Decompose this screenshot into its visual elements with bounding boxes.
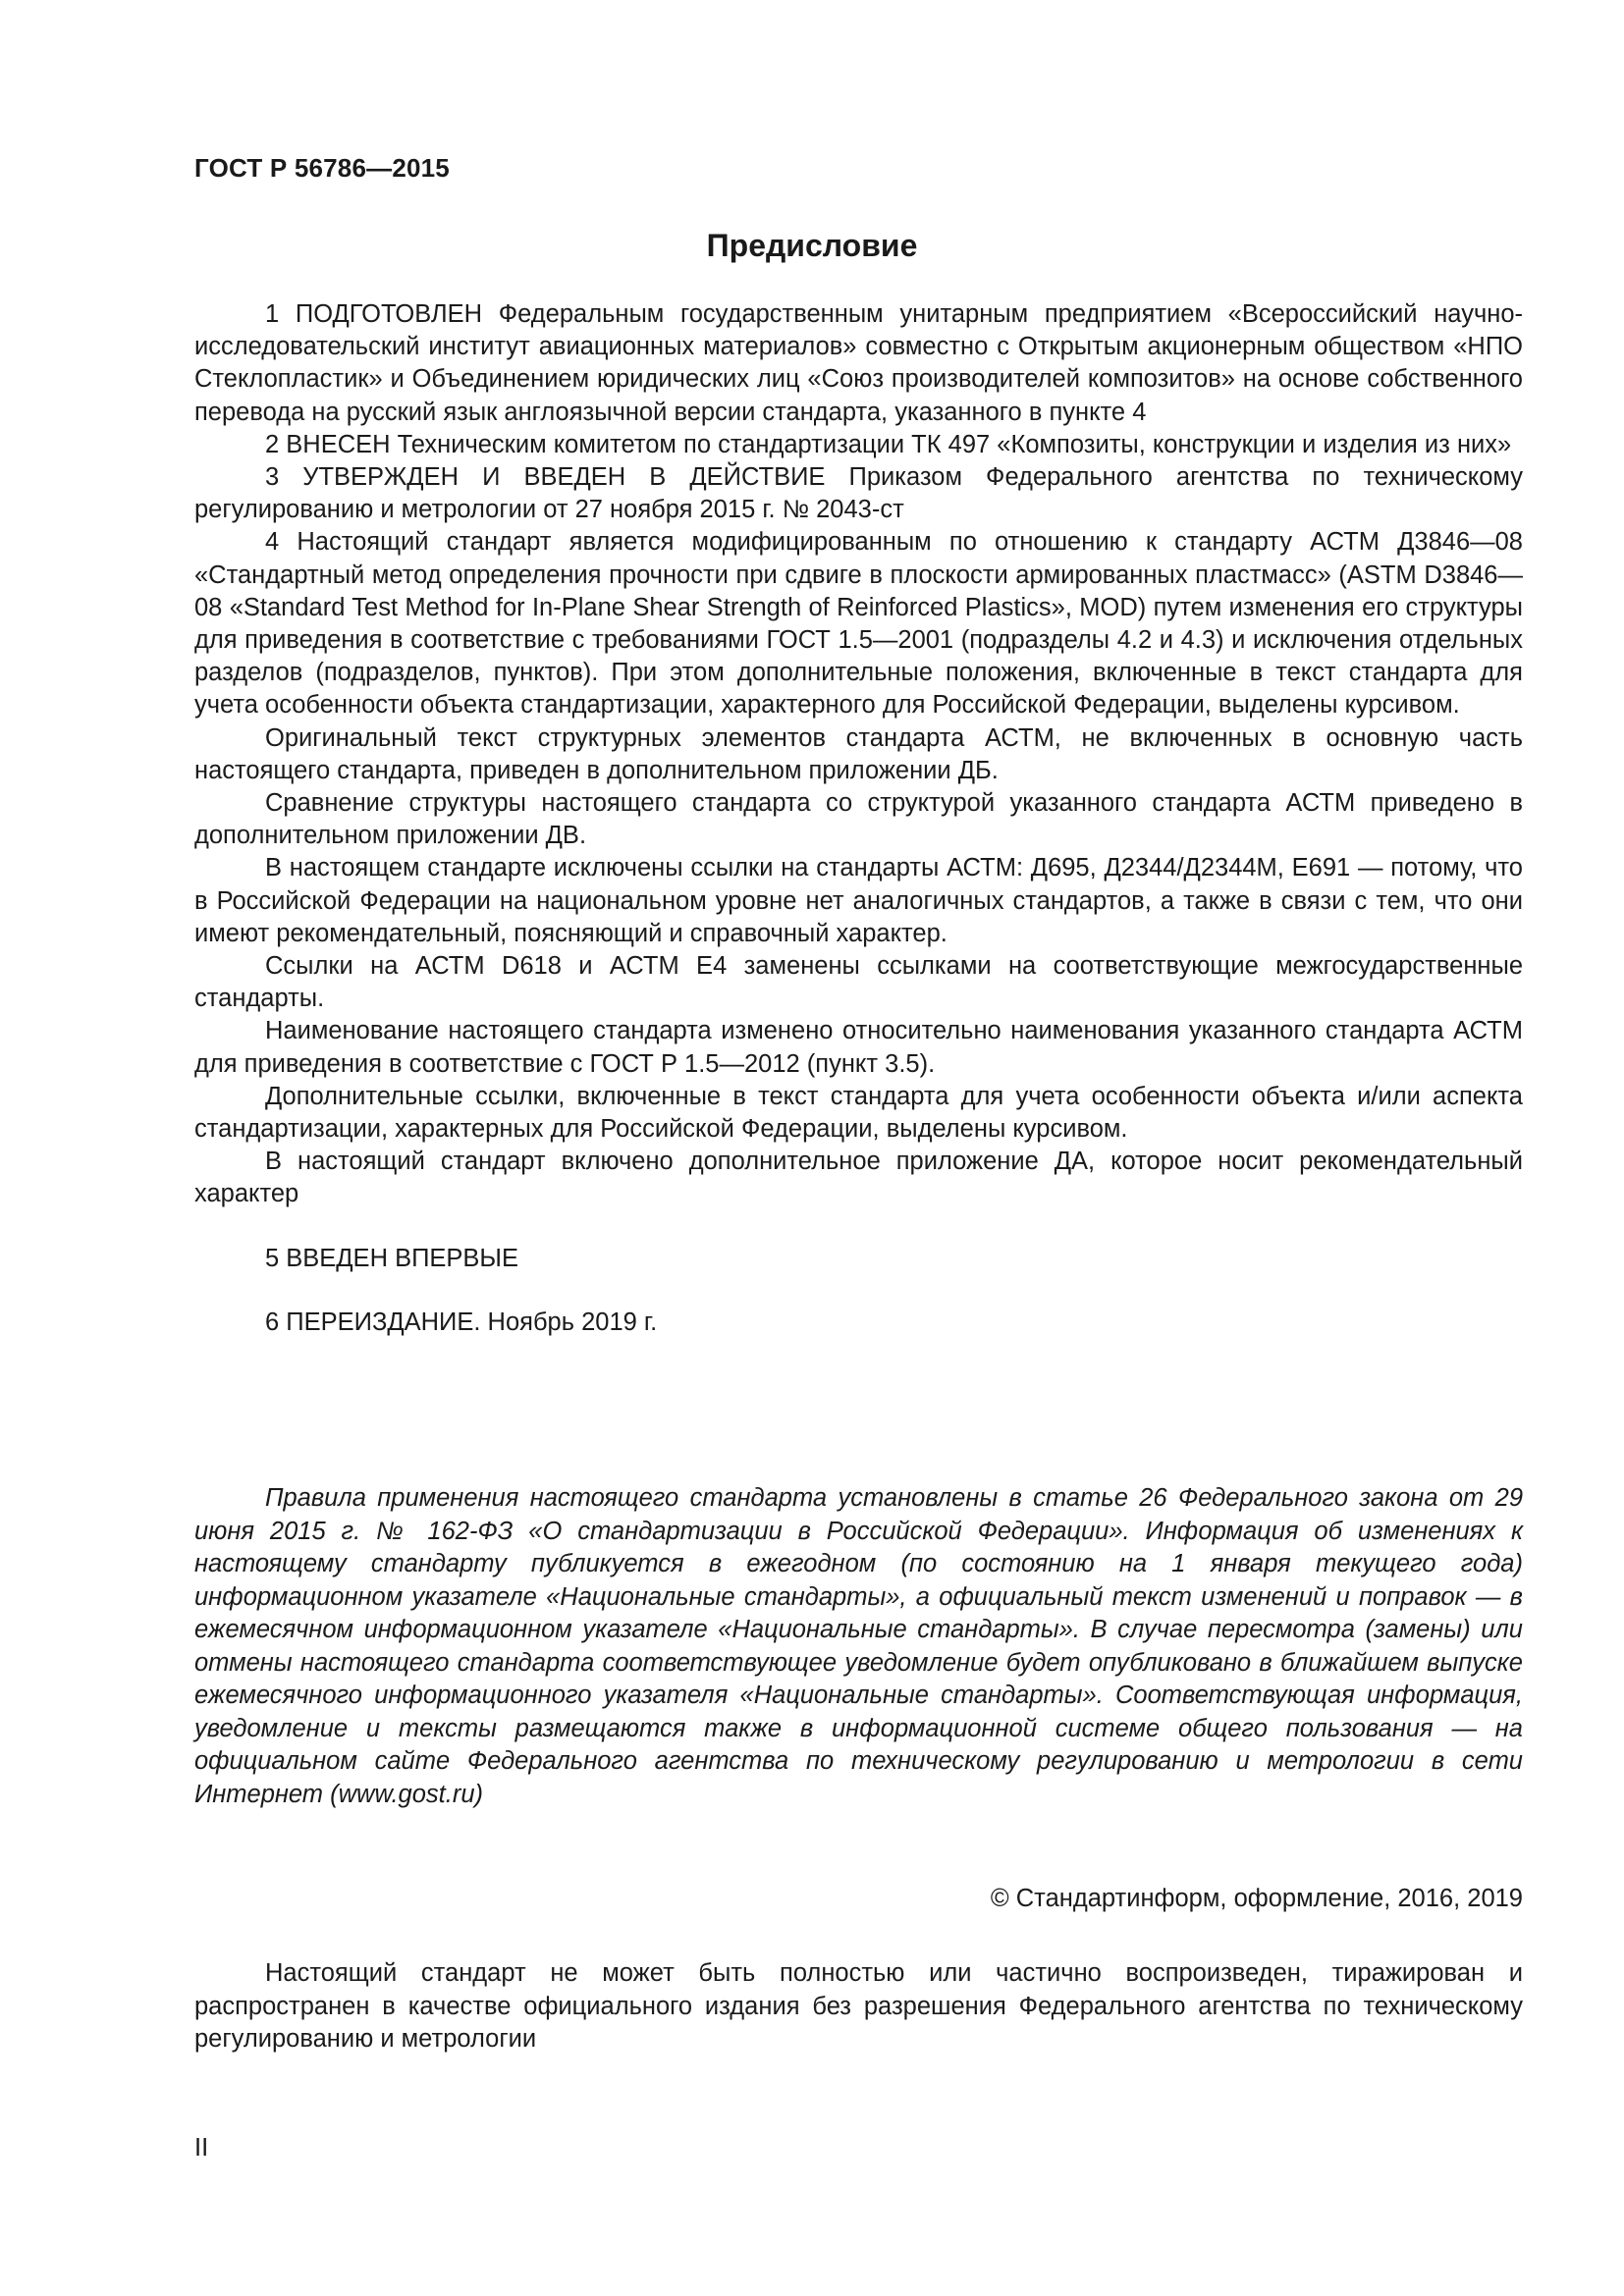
page-number: II bbox=[194, 2134, 209, 2162]
paragraph-4-title-change: Наименование настоящего стандарта изменено относительно наименования указанного стандарта АСТМ для приведения в соответствие с ГОСТ Р 1.5—2012 (пункт 3.5). bbox=[194, 1017, 1523, 1078]
paragraph-4-original-text: Оригинальный текст структурных элементов стандарта АСТМ, не включенных в основную часть настоящего стандарта, приведен в дополнительном приложении ДБ. bbox=[194, 723, 1523, 784]
legal-notice: Правила применения настоящего стандарта установлены в статье 26 Федерального закона от 29 июня 2015 г. № 162-ФЗ «О стандартизации в Российской Федерации». Информация об изменениях к настоящему стандарту публикуется в ежегодном (по состоянию на 1 января текущего года) информационном указателе «Национальные стандарты», а официальный текст изменений и поправок — в ежемесячном информационном указателе «Национальные стандарты». В случае пересмотра (замены) или отмены настоящего стандарта соответствующее уведомление будет опубликовано в ближайшем выпуске ежемесячного информационного указателя «Национальные стандарты». Соответствующая информация, уведомление и тексты размещаются также в информационной системе общего пользования — на официальном сайте Федерального агентства по техническому регулированию и метрологии в сети Интернет (www.gost.ru) bbox=[194, 1484, 1523, 1808]
foreword-body bbox=[194, 298, 1523, 1339]
paragraph-4-additional-refs: Дополнительные ссылки, включенные в текст стандарта для учета особенности объекта и/или аспекта стандартизации, характерных для Российской Федерации, выделены курсивом. bbox=[194, 1082, 1523, 1144]
paragraph-3: 3 УТВЕРЖДЕН И ВВЕДЕН В ДЕЙСТВИЕ Приказом Федерального агентства по техническому регулированию и метрологии от 27 ноября 2015 г. № 2043-ст bbox=[194, 463, 1523, 524]
page-title: Предисловие bbox=[706, 228, 918, 263]
paragraph-4-structure: Сравнение структуры настоящего стандарта со структурой указанного стандарта АСТМ приведено в дополнительном приложении ДВ. bbox=[194, 789, 1523, 850]
paragraph-4: 4 Настоящий стандарт является модифицированным по отношению к стандарту АСТМ Д3846—08 «Стандартный метод определения прочности при сдвиге в плоскости армированных пластмасс» (ASTM D3846—08 «Standard Test Method for In-Plane Shear Strength of Reinforced Plastics», MOD) путем изменения его структуры для приведения в соответствие с требованиями ГОСТ 1.5—2001 (подразделы 4.2 и 4.3) и исключения отдельных разделов (подразделов, пунктов). При этом дополнительные положения, включенные в текст стандарта для учета особенности объекта стандартизации, характерного для Российской Федерации, выделены курсивом. bbox=[194, 528, 1523, 720]
standard-code: ГОСТ Р 56786—2015 bbox=[194, 153, 450, 183]
copyright: © Стандартинформ, оформление, 2016, 2019 bbox=[990, 1885, 1523, 1912]
paragraph-2: 2 ВНЕСЕН Техническим комитетом по стандартизации ТК 497 «Композиты, конструкции и изделия из них» bbox=[265, 430, 1512, 458]
paragraph-5: 5 ВВЕДЕН ВПЕРВЫЕ bbox=[265, 1244, 519, 1272]
paragraph-4-excluded-refs: В настоящем стандарте исключены ссылки на стандарты АСТМ: Д695, Д2344/Д2344М, Е691 — потому, что в Российской Федерации на национальном уровне нет аналогичных стандартов, а также в связи с тем, что они имеют рекомендательный, поясняющий и справочный характер. bbox=[194, 854, 1523, 947]
paragraph-4-appendix: В настоящий стандарт включено дополнительное приложение ДА, которое носит рекомендательный характер bbox=[194, 1148, 1523, 1208]
reproduction-notice: Настоящий стандарт не может быть полностью или частично воспроизведен, тиражирован и распространен в качестве официального издания без разрешения Федерального агентства по техническому регулированию и метрологии bbox=[194, 1959, 1523, 2053]
paragraph-6: 6 ПЕРЕИЗДАНИЕ. Ноябрь 2019 г. bbox=[265, 1308, 658, 1336]
paragraph-1: 1 ПОДГОТОВЛЕН Федеральным государственным унитарным предприятием «Всероссийский научно-исследовательский институт авиационных материалов» совместно с Открытым акционерным обществом «НПО Стеклопластик» и Объединением юридических лиц «Союз производителей композитов» на основе собственного перевода на русский язык англоязычной версии стандарта, указанного в пункте 4 bbox=[194, 300, 1523, 426]
paragraph-4-replaced-refs: Ссылки на АСТМ D618 и АСТМ Е4 заменены ссылками на соответствующие межгосударственные стандарты. bbox=[194, 952, 1523, 1013]
